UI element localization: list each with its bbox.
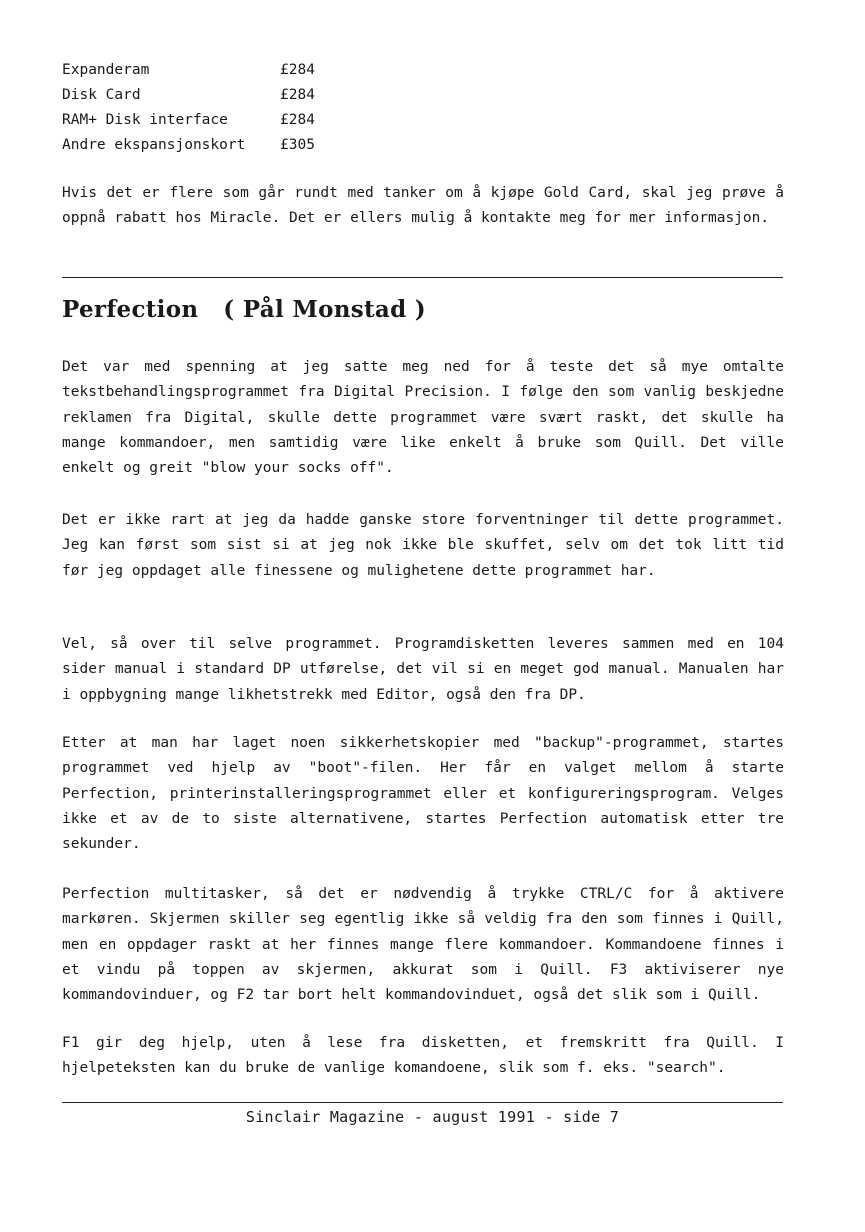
- price-row: [62, 83, 315, 108]
- intro-paragraph: Hvis det er flere som går rundt med tanker om å kjøpe Gold Card, skal jeg prøve å oppnå rabatt hos Miracle. Det er ellers mulig å kontakte meg for mer informasjon.: [62, 185, 784, 227]
- section-divider: [62, 277, 783, 278]
- footer-divider: [62, 1102, 783, 1103]
- price-row: [62, 133, 315, 158]
- article-title: Perfection ( Pål Monstad ): [62, 296, 426, 323]
- article-paragraph: F1 gir deg hjelp, uten å lese fra disketten, et fremskritt fra Quill. I hjelpeteksten kan du bruke de vanlige komandoene, slik som f. eks. "search".: [62, 1035, 784, 1077]
- price-item: Expanderam: [62, 62, 150, 78]
- price-value: £305: [280, 137, 315, 153]
- article-paragraph: Det er ikke rart at jeg da hadde ganske store forventninger til dette programmet. Jeg kan først som sist si at jeg nok ikke ble skuffet, selv om det tok litt tid før jeg oppdaget alle finessene og mulighetene dette programmet har.: [62, 512, 784, 579]
- price-row: [62, 58, 315, 83]
- price-value: £284: [280, 62, 315, 78]
- price-value: £284: [280, 112, 315, 128]
- article-paragraph: Det var med spenning at jeg satte meg ned for å teste det så mye omtalte tekstbehandlingsprogrammet fra Digital Precision. I følge den som vanlig beskjedne reklamen fra Digital, skulle dette programmet være svært raskt, det skulle ha mange kommandoer, men samtidig være like enkelt å bruke som Quill. Det ville enkelt og greit "blow your socks off".: [62, 359, 784, 477]
- price-item: Andre ekspansjonskort: [62, 137, 246, 153]
- price-value: £284: [280, 87, 315, 103]
- article-paragraph: Perfection multitasker, så det er nødvendig å trykke CTRL/C for å aktivere markøren. Skjermen skiller seg egentlig ikke så veldig fra den som finnes i Quill, men en oppdager raskt at her finnes mange flere kommandoer. Kommandoene finnes i et vindu på toppen av skjermen, akkurat som i Quill. F3 aktiviserer nye kommandovinduer, og F2 tar bort helt kommandovinduet, også det slik som i Quill.: [62, 886, 784, 1004]
- article-paragraph: Etter at man har laget noen sikkerhetskopier med "backup"-programmet, startes programmet ved hjelp av "boot"-filen. Her får en valget mellom å starte Perfection, printerinstalleringsprogrammet eller et konfigureringsprogram. Velges ikke et av de to siste alternativene, startes Perfection automatisk etter tre sekunder.: [62, 735, 784, 853]
- price-row: [62, 108, 315, 133]
- price-item: RAM+ Disk interface: [62, 112, 228, 128]
- page-footer: Sinclair Magazine - august 1991 - side 7: [245, 1108, 620, 1126]
- article-paragraph: Vel, så over til selve programmet. Programdisketten leveres sammen med en 104 sider manual i standard DP utførelse, det vil si en meget god manual. Manualen har i oppbygning mange likhetstrekk med Editor, også den fra DP.: [62, 636, 784, 703]
- price-list: [62, 58, 315, 158]
- price-item: Disk Card: [62, 87, 141, 103]
